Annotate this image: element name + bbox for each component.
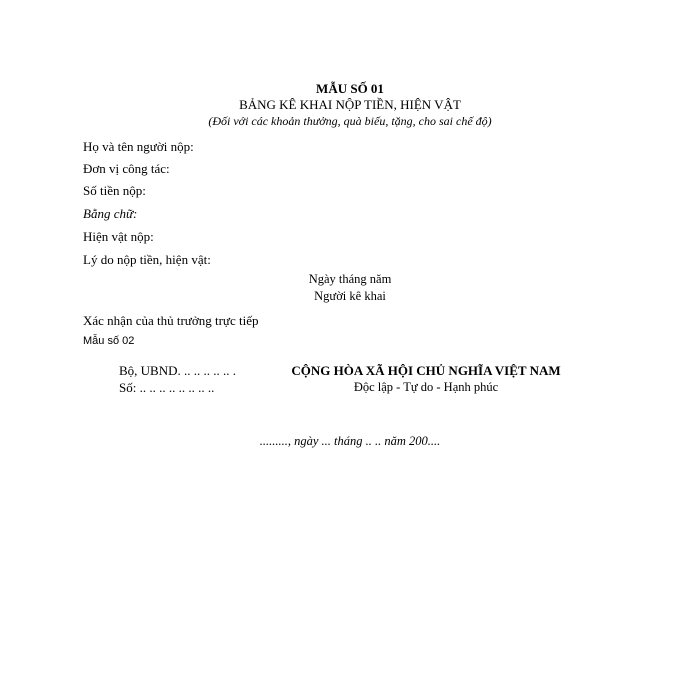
supervisor-confirmation: Xác nhận của thủ trưởng trực tiếp	[83, 313, 259, 328]
field-items: Hiện vật nộp:	[83, 229, 154, 244]
field-amount: Số tiền nộp:	[83, 183, 146, 198]
form-note: (Đối với các khoản thưởng, quà biếu, tặng, cho sai chế độ)	[208, 114, 492, 128]
national-title: CỘNG HÒA XÃ HỘI CHỦ NGHĨA VIỆT NAM	[291, 363, 561, 378]
form-subtitle: BẢNG KÊ KHAI NỘP TIỀN, HIỆN VẬT	[239, 97, 461, 112]
national-motto: Độc lập - Tự do - Hạnh phúc	[353, 380, 499, 394]
document-number: Số: .. .. .. .. .. .. .. ..	[119, 380, 215, 395]
field-payer-name: Họ và tên người nộp:	[83, 139, 194, 154]
form2-label: Mẫu số 02	[83, 335, 135, 347]
ministry-line: Bộ, UBND. .. .. .. .. .. .	[119, 363, 237, 378]
declarant-label: Người kê khai	[314, 289, 386, 303]
field-amount-in-words: Bằng chữ:	[83, 206, 138, 221]
place-date-line: ........., ngày ... tháng .. .. năm 200....	[259, 434, 441, 448]
field-reason: Lý do nộp tiền, hiện vật:	[83, 252, 211, 267]
form-title: MẪU SỐ 01	[316, 81, 384, 96]
date-line: Ngày tháng năm	[308, 272, 392, 286]
field-work-unit: Đơn vị công tác:	[83, 161, 170, 176]
